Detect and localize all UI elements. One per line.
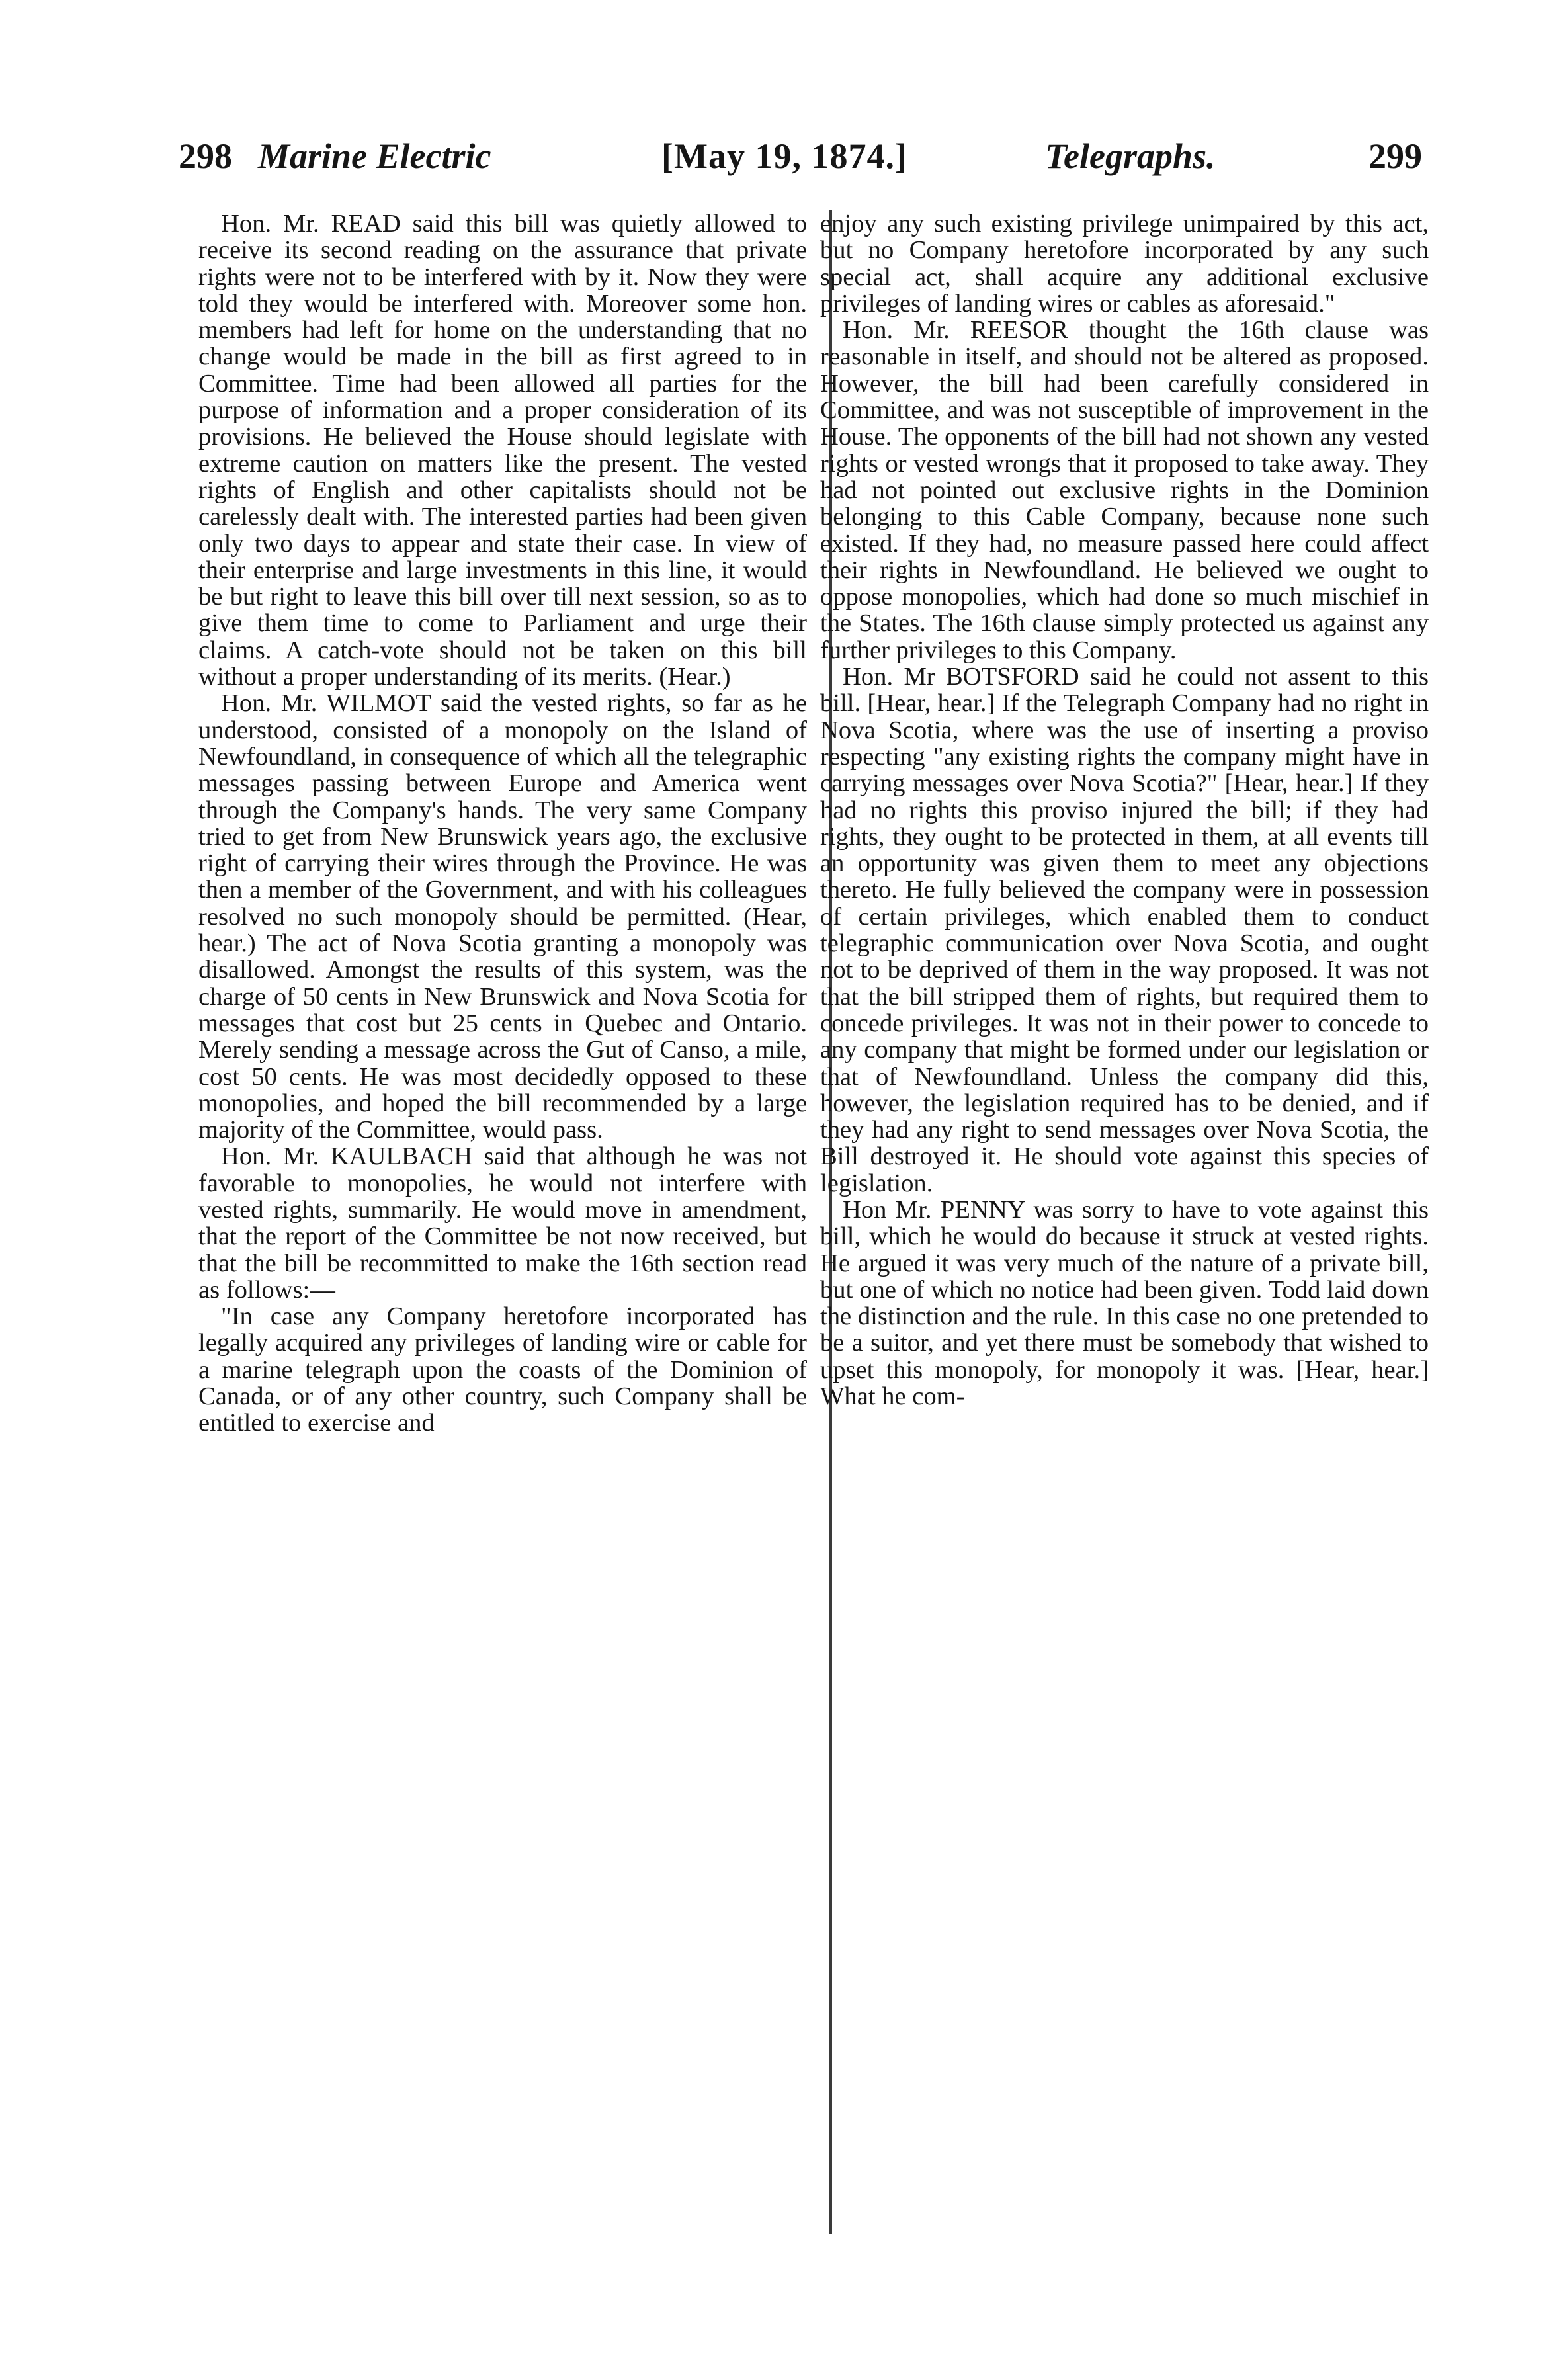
paragraph-reesor-speech: Hon. Mr. REESOR thought the 16th clause was reasonable in itself, and should not be altered as proposed. However, the bill had been carefully considered in Committee, and was not susceptible of improvement in the House. The opponents of the bill had not shown any vested rights or vested wrongs that it proposed to take away. They had not pointed out exclusive rights in the Dominion belonging to this Cable Company, because none such existed. If they had, no measure passed here could affect their rights in Newfoundland. He believed we ought to oppose monopolies, which had done so much mischief in the States. The 16th clause simply protected us against any further privileges to this Company. (820, 316, 1429, 664)
running-head (179, 136, 1422, 195)
paragraph-quote-continued: enjoy any such existing privilege unimpaired by this act, but no Company heretofore incorporated by any such special act, shall acquire any additional exclusive privileges of landing wires or cables as aforesaid." (820, 210, 1429, 318)
paragraph-wilmot-speech: Hon. Mr. WILMOT said the vested rights, so far as he understood, consisted of a monopoly on the Island of Newfoundland, in consequence of which all the telegraphic messages passing between Europe and America went through the Company's hands. The very same Company tried to get from New Brunswick years ago, the exclusive right of carrying their wires through the Province. He was then a member of the Government, and with his colleagues resolved no such monopoly should be permitted. (Hear, hear.) The act of Nova Scotia granting a monopoly was disallowed. Amongst the results of this system, was the charge of 50 cents in New Brunswick and Nova Scotia for messages that cost but 25 cents in Quebec and Ontario. Merely sending a message across the Gut of Canso, a mile, cost 50 cents. He was most decidedly opposed to these monopolies, and hoped the bill recommended by a large majority of the Committee, would pass. (198, 689, 807, 1144)
section-title-right: Telegraphs. (1045, 136, 1216, 176)
paragraph-botsford-speech: Hon. Mr BOTSFORD said he could not assent to this bill. [Hear, hear.] If the Telegraph Company had no right in Nova Scotia, where was the use of inserting a proviso respecting "any existing rights the company might have in carrying messages over Nova Scotia?" [Hear, hear.] If they had no rights this proviso injured the bill; if they had rights, they ought to be protected in them, at all events till an opportunity was given them to meet any objections thereto. He fully believed the company were in possession of certain privileges, which enabled them to conduct telegraphic communication over Nova Scotia, and ought not to be deprived of them in the way proposed. It was not that the bill stripped them of rights, but required them to concede privileges. It was not in their power to concede to any company that might be formed under our legislation or that of Newfoundland. Unless the company did this, however, the legislation required has to be denied, and if they had any right to send messages over Nova Scotia, the Bill destroyed it. He should vote against this species of legislation. (820, 663, 1429, 1197)
left-column (198, 210, 807, 1437)
page-number-left: 298 (179, 136, 232, 176)
paragraph-read-speech: Hon. Mr. READ said this bill was quietly allowed to receive its second reading on the assurance that private rights were not to be interfered with by it. Now they were told they would be interfered with. Moreover some hon. members had left for home on the understanding that no change would be made in the bill as first agreed to in Committee. Time had been allowed all parties for the purpose of information and a proper consideration of its provisions. He believed the House should legislate with extreme caution on matters like the present. The vested rights of English and other capitalists should not be carelessly dealt with. The interested parties had been given only two days to appear and state their case. In view of their enterprise and large investments in this line, it would be but right to leave this bill over till next session, so as to give them time to come to Parliament and urge their claims. A catch-vote should not be taken on this bill without a proper understanding of its merits. (Hear.) (198, 210, 807, 691)
section-title-left: Marine Electric (258, 136, 491, 176)
session-date: [May 19, 1874.] (661, 136, 907, 176)
paragraph-penny-speech: Hon Mr. PENNY was sorry to have to vote against this bill, which he would do because it struck at vested rights. He argued it was very much of the nature of a private bill, but one of which no notice had been given. Todd laid down the distinction and the rule. In this case no one pretended to be a suitor, and yet there must be somebody that wished to upset this monopoly, for monopoly it was. [Hear, hear.] What he com- (820, 1195, 1429, 1411)
right-column (820, 210, 1429, 1410)
page-number-right: 299 (1368, 136, 1422, 176)
paragraph-kaulbach-speech: Hon. Mr. KAULBACH said that although he was not favorable to monopolies, he would not interfere with vested rights, summarily. He would move in amendment, that the report of the Committee be not now received, but that the bill be recommitted to make the 16th section read as follows:— (198, 1142, 807, 1304)
paragraph-amendment-quote: "In case any Company heretofore incorporated has legally acquired any privileges of landing wire or cable for a marine telegraph upon the coasts of the Dominion of Canada, or of any other country, such Company shall be entitled to exercise and (198, 1302, 807, 1437)
